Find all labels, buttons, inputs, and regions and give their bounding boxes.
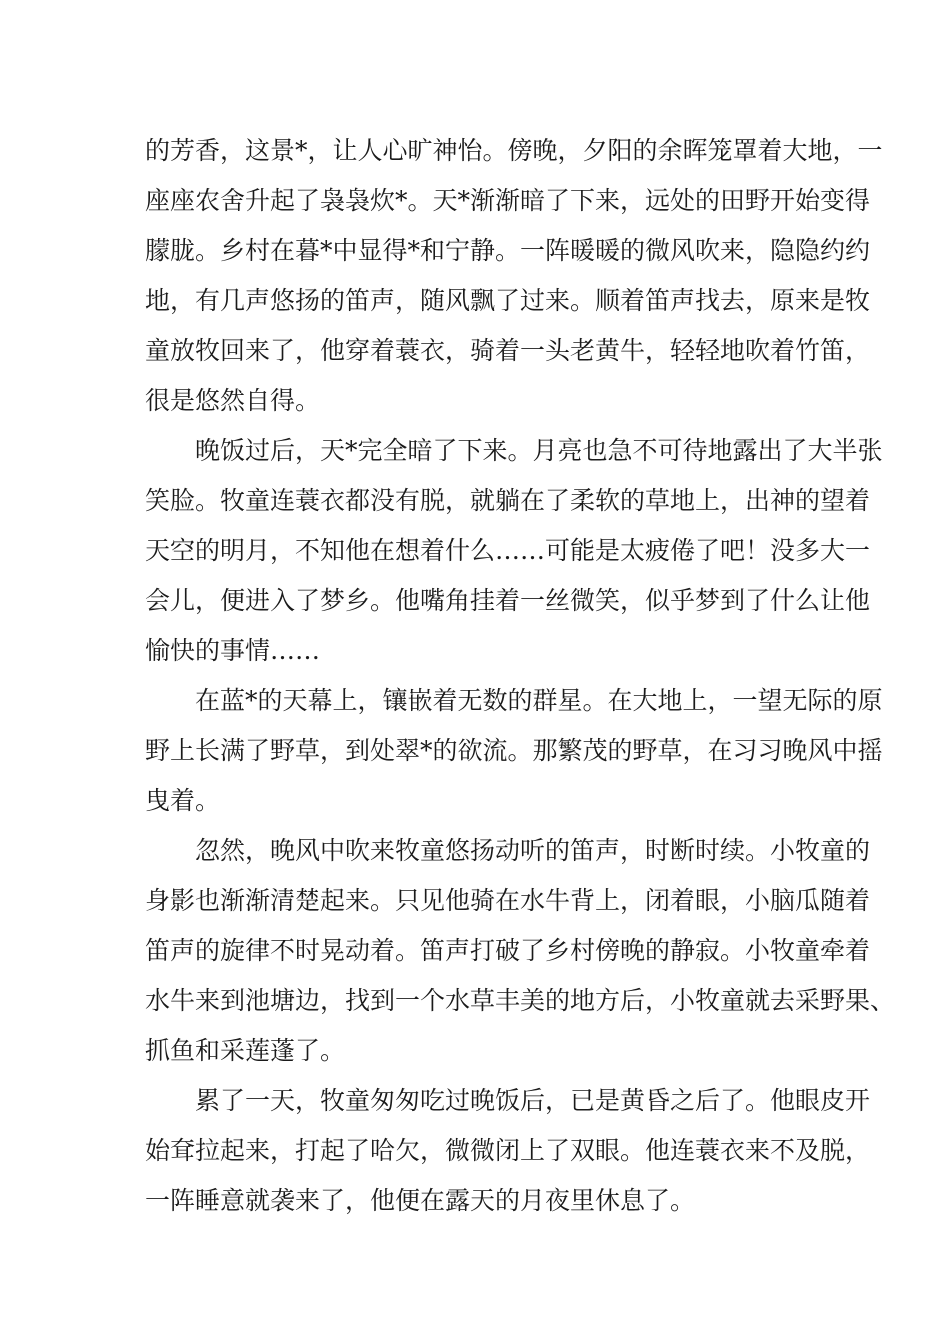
text-line: 水牛来到池塘边，找到一个水草丰美的地方后，小牧童就去采野果、 bbox=[145, 986, 896, 1015]
body-text bbox=[145, 126, 896, 1226]
text-line: 笑脸。牧童连蓑衣都没有脱，就躺在了柔软的草地上，出神的望着 bbox=[145, 486, 871, 515]
text-line: 天空的明月，不知他在想着什么……可能是太疲倦了吧！没多大一 bbox=[145, 536, 871, 565]
text-line: 的芳香，这景*，让人心旷神怡。傍晚，夕阳的余晖笼罩着大地，一 bbox=[145, 136, 883, 165]
text-line: 很是悠然自得。 bbox=[145, 386, 321, 415]
text-line: 晚饭过后，天*完全暗了下来。月亮也急不可待地露出了大半张 bbox=[145, 436, 883, 465]
text-line: 笛声的旋律不时晃动着。笛声打破了乡村傍晚的静寂。小牧童牵着 bbox=[145, 936, 871, 965]
text-line: 愉快的事情…… bbox=[145, 636, 321, 665]
text-line: 地，有几声悠扬的笛声，随风飘了过来。顺着笛声找去，原来是牧 bbox=[145, 286, 871, 315]
text-line: 身影也渐渐清楚起来。只见他骑在水牛背上，闭着眼，小脑瓜随着 bbox=[145, 886, 871, 915]
text-line: 童放牧回来了，他穿着蓑衣，骑着一头老黄牛，轻轻地吹着竹笛， bbox=[145, 336, 871, 365]
text-line: 会儿，便进入了梦乡。他嘴角挂着一丝微笑，似乎梦到了什么让他 bbox=[145, 586, 871, 615]
text-line: 一阵睡意就袭来了，他便在露天的月夜里休息了。 bbox=[145, 1186, 696, 1215]
text-line: 抓鱼和采莲蓬了。 bbox=[145, 1036, 346, 1065]
text-line: 始耷拉起来，打起了哈欠，微微闭上了双眼。他连蓑衣来不及脱， bbox=[145, 1136, 871, 1165]
text-line: 座座农舍升起了袅袅炊*。天*渐渐暗了下来，远处的田野开始变得 bbox=[145, 186, 871, 215]
text-line: 累了一天，牧童匆匆吃过晚饭后，已是黄昏之后了。他眼皮开 bbox=[145, 1086, 871, 1115]
text-line: 朦胧。乡村在暮*中显得*和宁静。一阵暖暖的微风吹来，隐隐约约 bbox=[145, 236, 871, 265]
text-line: 曳着。 bbox=[145, 786, 221, 815]
text-line: 在蓝*的天幕上，镶嵌着无数的群星。在大地上，一望无际的原 bbox=[145, 686, 883, 715]
text-line: 野上长满了野草，到处翠*的欲流。那繁茂的野草，在习习晚风中摇 bbox=[145, 736, 883, 765]
text-line: 忽然，晚风中吹来牧童悠扬动听的笛声，时断时续。小牧童的 bbox=[145, 836, 871, 865]
